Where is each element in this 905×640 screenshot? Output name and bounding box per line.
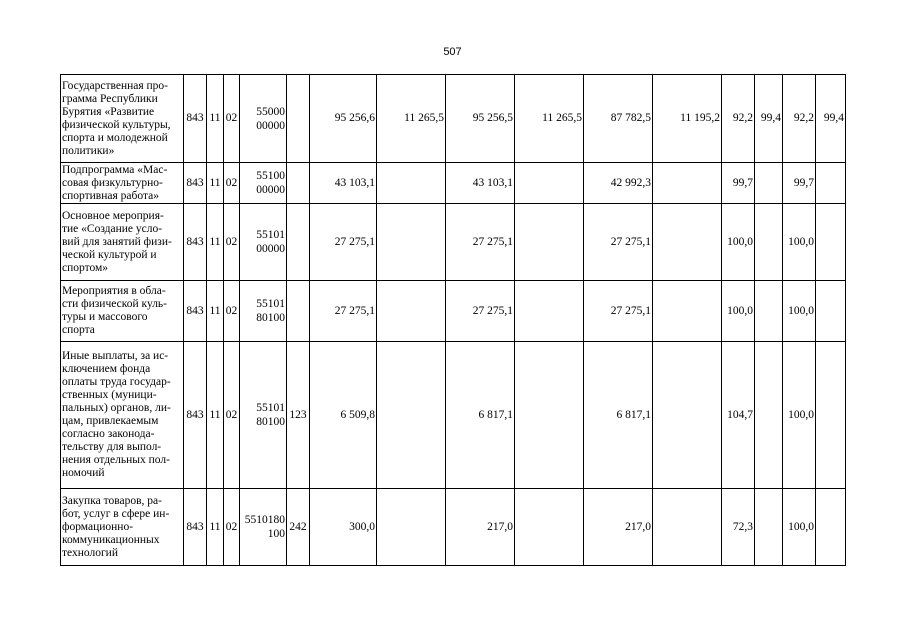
row-name-line: совая физкультурно- [62, 176, 163, 189]
percent-approved-federal-cell [755, 163, 783, 204]
row-name-cell [61, 204, 184, 281]
approved-total-cell: 27 275,1 [310, 204, 377, 281]
refined-total-cell: 217,0 [446, 489, 515, 566]
target-article-cell [240, 75, 287, 163]
subsection-cell: 02 [224, 281, 240, 342]
table-row [61, 75, 846, 163]
row-name-line: грамма Республики [62, 92, 158, 105]
expense-type-cell [287, 281, 310, 342]
row-name-line: нения отдельных пол- [62, 454, 170, 466]
approved-federal-cell [377, 342, 446, 489]
executed-federal-cell [653, 489, 722, 566]
row-name-line: туры и массового [62, 311, 148, 323]
refined-total-cell: 95 256,5 [446, 75, 515, 163]
percent-refined-cell: 99,7 [783, 163, 816, 204]
row-name-line: спортом» [62, 261, 109, 274]
subsection-cell: 02 [224, 75, 240, 163]
executed-total-cell: 42 992,3 [584, 163, 653, 204]
subsection-cell: 02 [224, 342, 240, 489]
percent-refined-cell: 100,0 [783, 204, 816, 281]
target-article-line: 55100 [256, 170, 285, 182]
executed-federal-cell [653, 163, 722, 204]
table-row [61, 281, 846, 342]
target-article-line: 55101 [256, 402, 285, 414]
percent-approved-cell: 72,3 [722, 489, 755, 566]
percent-approved-federal-cell [755, 342, 783, 489]
refined-total-cell: 27 275,1 [446, 281, 515, 342]
section-cell: 11 [207, 342, 224, 489]
percent-approved-cell: 99,7 [722, 163, 755, 204]
subsection-cell: 02 [224, 204, 240, 281]
ministry-code-cell: 843 [184, 489, 207, 566]
refined-federal-cell [515, 342, 584, 489]
expense-type-cell: 123 [287, 342, 310, 489]
percent-refined-federal-cell [816, 489, 846, 566]
expense-type-cell [287, 75, 310, 163]
percent-refined-federal-cell [816, 342, 846, 489]
row-name-line: тие «Создание усло- [62, 222, 163, 235]
ministry-code-cell: 843 [184, 281, 207, 342]
percent-refined-federal-cell [816, 163, 846, 204]
target-article-line: 00000 [256, 184, 285, 196]
approved-total-cell: 43 103,1 [310, 163, 377, 204]
approved-federal-cell: 11 265,5 [377, 75, 446, 163]
row-name-cell [61, 281, 184, 342]
percent-refined-cell: 100,0 [783, 281, 816, 342]
row-name-line: спорта и молодежной [62, 131, 168, 144]
section-cell: 11 [207, 489, 224, 566]
expense-type-cell [287, 204, 310, 281]
target-article-cell [240, 281, 287, 342]
target-article-line: 5510180 [244, 514, 285, 526]
refined-federal-cell [515, 163, 584, 204]
target-article-line: 55000 [256, 105, 285, 118]
target-article-line: 55101 [256, 298, 285, 310]
executed-federal-cell [653, 281, 722, 342]
percent-approved-federal-cell [755, 281, 783, 342]
row-name-line: бот, услуг в сфере ин- [62, 507, 170, 520]
row-name-line: формационно- [62, 520, 134, 533]
section-cell: 11 [207, 163, 224, 204]
refined-federal-cell [515, 281, 584, 342]
row-name-line: Мероприятия в обла- [62, 285, 166, 297]
refined-federal-cell: 11 265,5 [515, 75, 584, 163]
row-name-line: физической культуры, [62, 118, 171, 131]
section-cell: 11 [207, 281, 224, 342]
row-name-line: ческой культурой и [62, 248, 157, 261]
target-article-cell [240, 489, 287, 566]
target-article-line: 80100 [256, 312, 285, 324]
table-row [61, 163, 846, 204]
percent-refined-cell: 100,0 [783, 342, 816, 489]
row-name-cell [61, 75, 184, 163]
row-name-cell [61, 489, 184, 566]
target-article-line: 00000 [256, 119, 285, 132]
target-article-line: 00000 [256, 243, 285, 255]
percent-approved-federal-cell: 99,4 [755, 75, 783, 163]
executed-total-cell: 217,0 [584, 489, 653, 566]
page-number: 507 [443, 46, 462, 58]
table-row [61, 489, 846, 566]
executed-federal-cell: 11 195,2 [653, 75, 722, 163]
row-name-line: цам, привлекаемым [62, 415, 159, 427]
executed-federal-cell [653, 342, 722, 489]
expense-type-cell: 242 [287, 489, 310, 566]
approved-federal-cell [377, 204, 446, 281]
approved-federal-cell [377, 281, 446, 342]
target-article-line: 80100 [256, 416, 285, 428]
row-name-line: вий для занятий физи- [62, 235, 172, 248]
row-name-line: спортивная работа» [62, 189, 159, 202]
approved-total-cell: 95 256,6 [310, 75, 377, 163]
row-name-cell [61, 163, 184, 204]
executed-total-cell: 27 275,1 [584, 281, 653, 342]
ministry-code-cell: 843 [184, 342, 207, 489]
row-name-line: ственных (муници- [62, 389, 157, 401]
row-name-line: Закупка товаров, ра- [62, 494, 162, 507]
row-name-line: оплаты труда государ- [62, 376, 171, 388]
table-row [61, 342, 846, 489]
approved-federal-cell [377, 163, 446, 204]
percent-approved-cell: 104,7 [722, 342, 755, 489]
refined-total-cell: 6 817,1 [446, 342, 515, 489]
row-name-line: тельству для выпол- [62, 441, 162, 453]
subsection-cell: 02 [224, 489, 240, 566]
target-article-cell [240, 204, 287, 281]
percent-approved-cell: 100,0 [722, 204, 755, 281]
ministry-code-cell: 843 [184, 204, 207, 281]
refined-total-cell: 43 103,1 [446, 163, 515, 204]
executed-total-cell: 6 817,1 [584, 342, 653, 489]
row-name-line: Основное мероприя- [62, 209, 164, 222]
target-article-cell [240, 163, 287, 204]
percent-refined-cell: 92,2 [783, 75, 816, 163]
subsection-cell: 02 [224, 163, 240, 204]
row-name-line: политики» [62, 144, 115, 157]
table-row [61, 204, 846, 281]
row-name-cell [61, 342, 184, 489]
refined-federal-cell [515, 204, 584, 281]
row-name-line: Бурятия «Развитие [62, 105, 155, 118]
refined-total-cell: 27 275,1 [446, 204, 515, 281]
row-name-line: Государственная про- [62, 79, 169, 92]
row-name-line: спорта [62, 324, 95, 336]
row-name-line: ключением фонда [62, 363, 151, 375]
percent-refined-cell: 100,0 [783, 489, 816, 566]
approved-total-cell: 300,0 [310, 489, 377, 566]
executed-federal-cell [653, 204, 722, 281]
row-name-line: согласно законода- [62, 428, 155, 440]
executed-total-cell: 87 782,5 [584, 75, 653, 163]
row-name-line: Иные выплаты, за ис- [62, 350, 169, 362]
ministry-code-cell: 843 [184, 75, 207, 163]
target-article-line: 55101 [256, 229, 285, 241]
percent-refined-federal-cell: 99,4 [816, 75, 846, 163]
percent-approved-cell: 92,2 [722, 75, 755, 163]
row-name-line: номочий [62, 467, 105, 479]
target-article-cell [240, 342, 287, 489]
approved-total-cell: 27 275,1 [310, 281, 377, 342]
section-cell: 11 [207, 75, 224, 163]
row-name-line: коммуникационных [62, 533, 160, 546]
approved-total-cell: 6 509,8 [310, 342, 377, 489]
ministry-code-cell: 843 [184, 163, 207, 204]
percent-refined-federal-cell [816, 281, 846, 342]
expense-type-cell [287, 163, 310, 204]
row-name-line: Подпрограмма «Мас- [62, 163, 168, 176]
budget-table [60, 74, 846, 566]
percent-approved-federal-cell [755, 204, 783, 281]
row-name-line: сти физической куль- [62, 298, 168, 310]
approved-federal-cell [377, 489, 446, 566]
executed-total-cell: 27 275,1 [584, 204, 653, 281]
percent-approved-cell: 100,0 [722, 281, 755, 342]
target-article-line: 100 [267, 528, 285, 540]
row-name-line: пальных) органов, ли- [62, 402, 171, 414]
refined-federal-cell [515, 489, 584, 566]
row-name-line: технологий [62, 546, 118, 559]
percent-approved-federal-cell [755, 489, 783, 566]
percent-refined-federal-cell [816, 204, 846, 281]
section-cell: 11 [207, 204, 224, 281]
